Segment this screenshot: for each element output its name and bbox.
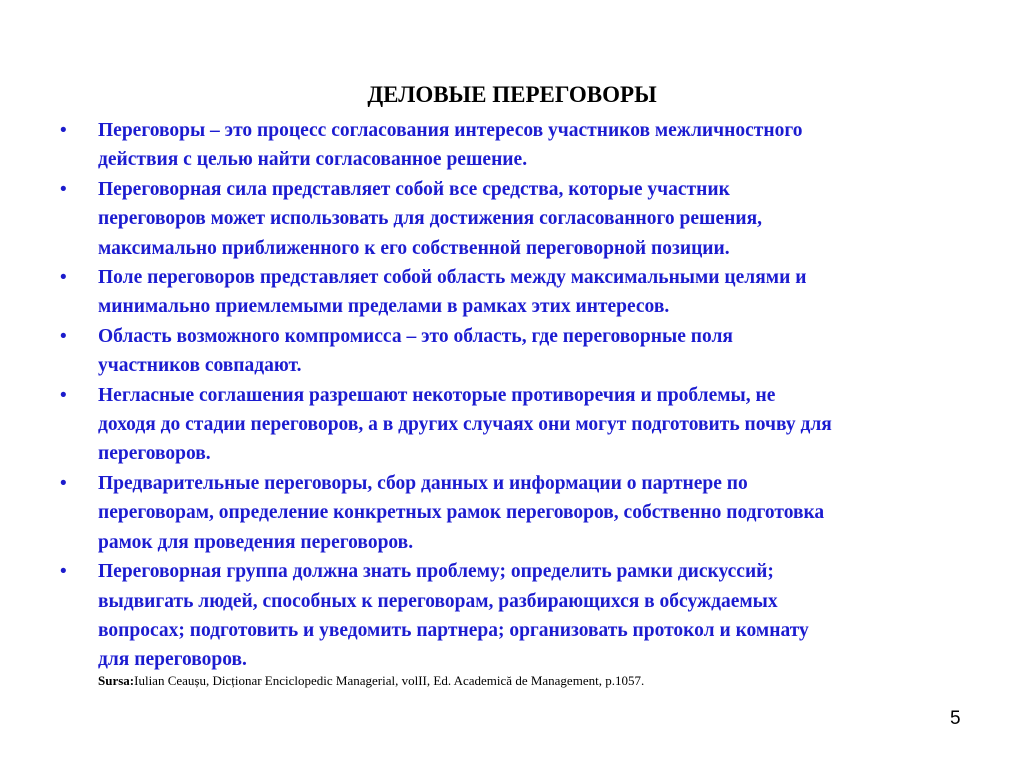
bullet-text-line: для переговоров. [98,649,247,671]
bullet-item [0,263,1024,322]
bullet-text-line: Переговорная группа должна знать проблему; определить рамки дискуссий; [98,561,774,583]
bullet-icon: • [60,325,67,347]
bullet-icon: • [60,178,67,200]
bullet-text-line: переговоров. [98,443,211,465]
source-citation [98,673,644,689]
bullet-text-line: Негласные соглашения разрешают некоторые противоречия и проблемы, не [98,384,776,406]
bullet-item [0,557,1024,675]
bullet-item [0,116,1024,175]
bullet-text-line: действия с целью найти согласованное решение. [98,149,528,171]
bullet-list [0,116,1024,675]
bullet-icon: • [60,472,67,494]
bullet-text-line: Поле переговоров представляет собой область между максимальными целями и [98,267,807,289]
bullet-icon: • [60,561,67,583]
bullet-text-line: Область возможного компромисса – это область, где переговорные поля [98,325,733,347]
bullet-item [0,322,1024,381]
bullet-text-line: вопросах; подготовить и уведомить партнера; организовать протокол и комнату [98,619,809,641]
bullet-text-line: Переговорная сила представляет собой все средства, которые участник [98,178,730,200]
slide-title: ДЕЛОВЫЕ ПЕРЕГОВОРЫ [367,82,657,107]
bullet-icon: • [60,120,67,141]
bullet-item [0,381,1024,469]
bullet-text-line: выдвигать людей, способных к переговорам, разбирающихся в обсуждаемых [98,590,778,612]
bullet-text-line: переговорам, определение конкретных рамок переговоров, собственно подготовка [98,502,825,524]
page-number: 5 [950,708,961,729]
bullet-text-line: доходя до стадии переговоров, а в других случаях они могут подготовить почву для [98,414,832,436]
bullet-text-line: переговоров может использовать для достижения согласованного решения, [98,208,762,230]
bullet-item [0,175,1024,263]
source-label: Sursa: [98,673,135,688]
bullet-text-line: Переговоры – это процесс согласования интересов участников межличностного [98,120,803,141]
bullet-item [0,469,1024,557]
bullet-icon: • [60,384,67,406]
bullet-icon: • [60,267,67,289]
bullet-text-line: минимально приемлемыми пределами в рамках этих интересов. [98,296,670,318]
bullet-text-line: рамок для проведения переговоров. [98,531,414,553]
source-text: Iulian Ceaușu, Dicționar Enciclopedic Managerial, volII, Ed. Academică de Management, p.1057. [134,673,645,688]
bullet-text-line: участников совпадают. [98,355,302,377]
bullet-text-line: максимально приближенного к его собственной переговорной позиции. [98,237,730,259]
bullet-text-line: Предварительные переговоры, сбор данных и информации о партнере по [98,472,748,494]
